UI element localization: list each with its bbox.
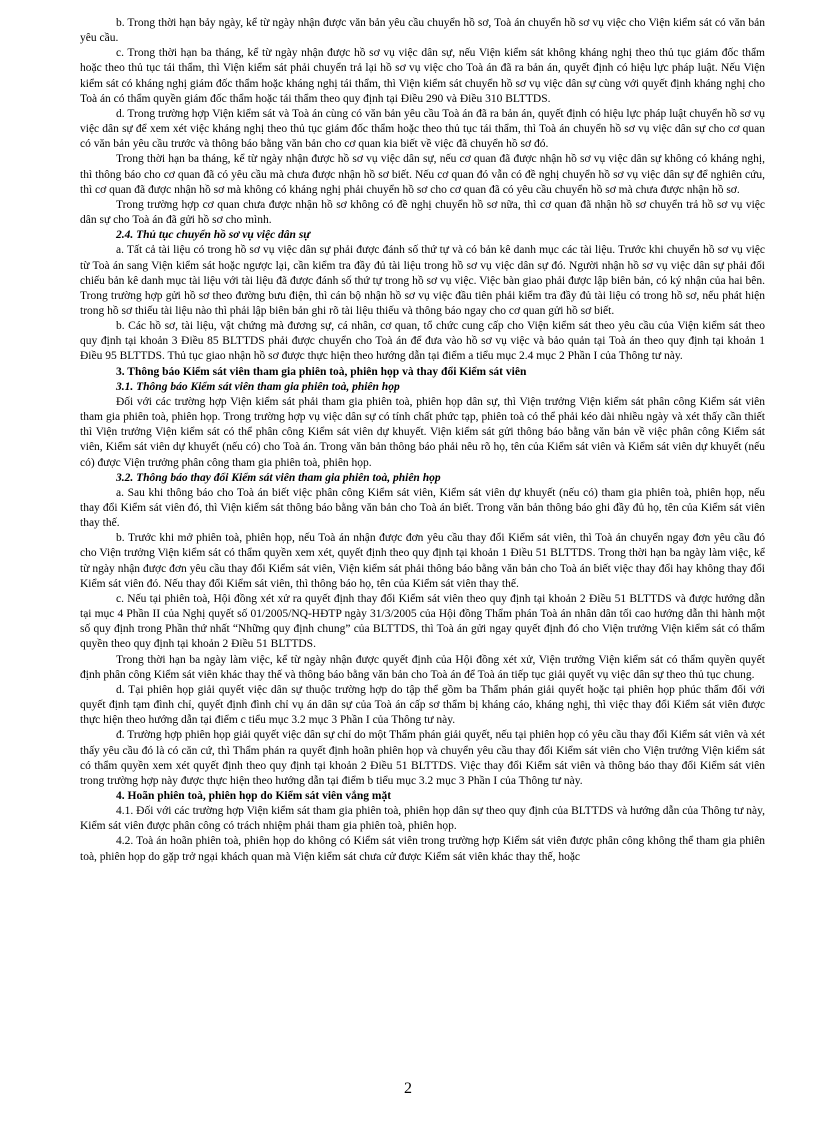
page-number: 2 — [404, 1080, 412, 1097]
paragraph: c. Trong thời hạn ba tháng, kể từ ngày nhận được hồ sơ vụ việc dân sự, nếu Viện kiểm sát không kháng nghị theo thủ tục giám đốc thẩm hoặc theo thủ tục tái thẩm, thì Viện kiểm sát phải chuyển trả lại hồ sơ vụ việc cho Toà án đã ra bản án, quyết định có hiệu lực pháp luật. Nếu Viện kiểm sát có kháng nghị giám đốc thẩm hoặc kháng nghị tái thẩm, thì Viện kiểm sát chuyển hồ sơ vụ việc dân sự cùng với quyết định kháng nghị cho Toà án có thẩm quyền giám đốc thẩm hoặc tái thẩm theo quy định tại Điều 290 và Điều 310 BLTTDS. — [80, 47, 765, 105]
subsection-heading: 3.1. Thông báo Kiểm sát viên tham gia phiên toà, phiên họp — [116, 380, 400, 393]
document-body — [80, 16, 765, 865]
paragraph: d. Tại phiên họp giải quyết việc dân sự thuộc trường hợp do tập thể gồm ba Thẩm phán giải quyết hoặc tại phiên họp phúc thẩm đối với quyết định tạm đình chỉ, quyết định đình chỉ vụ án dân sự của Toà án cấp sơ thẩm bị kháng cáo, kháng nghị, thì việc thay đổi Kiểm sát viên được thực hiện theo hướng dẫn tại điểm c tiểu mục 3.2 mục 3 Phần I của Thông tư này. — [80, 683, 765, 727]
subsection-heading: 2.4. Thủ tục chuyển hồ sơ vụ việc dân sự — [116, 229, 311, 242]
section-heading: 3. Thông báo Kiểm sát viên tham gia phiên toà, phiên họp và thay đổi Kiểm sát viên — [116, 365, 527, 378]
paragraph: a. Sau khi thông báo cho Toà án biết việc phân công Kiểm sát viên, Kiểm sát viên dự khuyết (nếu có) tham gia phiên toà, phiên họp, nếu thay đổi Kiểm sát viên đó, thì Viện kiểm sát thông báo bằng văn bản cho Toà án biết. Trong văn bản thông báo ghi đầy đủ họ, tên của Kiểm sát viên thay thế. — [80, 486, 765, 530]
paragraph: đ. Trường hợp phiên họp giải quyết việc dân sự chỉ do một Thẩm phán giải quyết, nếu tại phiên họp có yêu cầu thay đổi Kiểm sát viên và xét thấy yêu cầu đó là có căn cứ, thì Thẩm phán ra quyết định hoãn phiên họp và chuyển yêu cầu thay đổi Kiểm sát viên cho Viện trưởng Viện kiểm sát có thẩm quyền xem xét quyết định theo quy định tại khoản 2 Điều 51 BLTTDS. Việc thay đổi Kiểm sát viên và thông báo thay đổi Kiểm sát viên trong trường hợp này được thực hiện theo hướng dẫn tại điểm b tiểu mục 3.2 mục 3 Phần I của Thông tư này. — [80, 729, 765, 787]
paragraph: b. Các hồ sơ, tài liệu, vật chứng mà đương sự, cá nhân, cơ quan, tổ chức cung cấp cho Viện kiểm sát theo yêu cầu của Viện kiểm sát theo quy định tại khoản 3 Điều 85 BLTTDS phải được chuyển cho Toà án để đưa vào hồ sơ vụ việc và bảo quản tại Toà án theo quy định tại khoản 1 Điều 95 BLTTDS. Thủ tục giao nhận hồ sơ được thực hiện theo hướng dẫn tại điểm a tiểu mục 2.4 mục 2 Phần I của Thông tư này. — [80, 320, 765, 363]
paragraph: c. Nếu tại phiên toà, Hội đồng xét xử ra quyết định thay đổi Kiểm sát viên theo quy định tại khoản 2 Điều 51 BLTTDS và được hướng dẫn tại mục 4 Phần II của Nghị quyết số 01/2005/NQ-HĐTP ngày 31/3/2005 của Hội đồng Thẩm phán Toà án nhân dân tối cao hướng dẫn thi hành một số quy định trong Phần thứ nhất “Những quy định chung” của BLTTDS, thì Toà án gửi ngay quyết định đó cho Viện trưởng Viện kiểm sát có thẩm quyền theo quy định tại khoản 2 Điều 51 BLTTDS. — [80, 592, 765, 651]
paragraph: Đối với các trường hợp Viện kiểm sát phải tham gia phiên toà, phiên họp dân sự, thì Viện trưởng Viện kiểm sát phân công Kiểm sát viên tham gia phiên toà, phiên họp. Trong trường hợp vụ việc dân sự có tính chất phức tạp, phiên toà có thể phải kéo dài nhiều ngày và xét thấy cần thiết thì Viện trưởng Viện kiểm sát có thể phân công Kiểm sát viên dự khuyết. Viện kiểm sát gửi thông báo bằng văn bản về việc phân công Kiểm sát viên, Kiểm sát viên dự khuyết (nếu có) cho Toà án. Trong văn bản thông báo phải nêu rõ họ, tên của Kiểm sát viên và Kiểm sát viên dự khuyết (nếu có) được Viện trưởng phân công tham gia phiên toà, phiên họp. — [80, 395, 765, 469]
paragraph: b. Trong thời hạn bảy ngày, kể từ ngày nhận được văn bản yêu cầu chuyển hồ sơ, Toà án chuyển hồ sơ vụ việc cho Viện kiểm sát có văn bản yêu cầu. — [80, 17, 765, 45]
paragraph: 4.2. Toà án hoãn phiên toà, phiên họp do không có Kiểm sát viên trong trường hợp Kiểm sát viên được phân công không thể tham gia phiên toà, phiên họp do gặp trở ngại khách quan mà Viện kiểm sát chưa cử được Kiểm sát viên khác thay thế, hoặc — [80, 835, 765, 863]
paragraph: a. Tất cả tài liệu có trong hồ sơ vụ việc dân sự phải được đánh số thứ tự và có bản kê danh mục các tài liệu. Trước khi chuyển hồ sơ vụ việc từ Toà án sang Viện kiểm sát hoặc ngược lại, cần kiểm tra đầy đủ tài liệu trong hồ sơ vụ việc dân sự đó. Người nhận hồ sơ vụ việc dân sự phải đối chiếu bản kê danh mục tài liệu với tài liệu đã được đánh số thứ tự trong hồ sơ vụ việc. Việc bàn giao phải được lập biên bản, có ký nhận của hai bên. Trong trường hợp gửi hồ sơ theo đường bưu điện, thì cán bộ nhận hồ sơ vụ việc đầu tiên phải kiểm tra đầy đủ tài liệu có trong hồ sơ, nếu phát hiện trong hồ sơ thiếu tài liệu nào thì phải lập biên bản ghi rõ tài liệu thiếu và thông báo ngay cho cơ quan gửi hồ sơ biết. — [80, 244, 765, 317]
paragraph: b. Trước khi mở phiên toà, phiên họp, nếu Toà án nhận được đơn yêu cầu thay đổi Kiểm sát viên, thì Toà án chuyển ngay đơn yêu cầu đó cho Viện trưởng Viện kiểm sát có thẩm quyền xem xét, quyết định theo quy định tại khoản 1 Điều 51 BLTTDS. Trong thời hạn ba ngày làm việc, kể từ ngày nhận được đơn yêu cầu thay đổi Kiểm sát viên, Viện kiểm sát phải thông báo bằng văn bản cho Toà án biết việc thay đổi hay không thay đổi Kiểm sát viên đó. Nếu thay đổi Kiểm sát viên, thì thông báo họ, tên của Kiểm sát viên thay thế. — [80, 532, 765, 590]
paragraph: Trong thời hạn ba ngày làm việc, kể từ ngày nhận được quyết định của Hội đồng xét xử, Viện trưởng Viện kiểm sát có thẩm quyền quyết định phân công Kiểm sát viên khác thay thế và thông báo bằng văn bản cho Toà án để Toà án tiếp tục giải quyết vụ việc dân sự theo thủ tục chung. — [80, 653, 765, 681]
paragraph: d. Trong trường hợp Viện kiểm sát và Toà án cùng có văn bản yêu cầu Toà án đã ra bản án, quyết định có hiệu lực pháp luật chuyển hồ sơ vụ việc dân sự để xem xét việc kháng nghị theo thủ tục giám đốc thẩm hoặc theo thủ tục tái thẩm, thì Toà án chuyển hồ sơ vụ việc dân sự cho cơ quan có văn bản yêu cầu trước và thông báo bằng văn bản cho cơ quan kia biết về việc đã chuyển hồ sơ đó. — [80, 107, 765, 151]
paragraph: Trong thời hạn ba tháng, kể từ ngày nhận được hồ sơ vụ việc dân sự, nếu cơ quan đã được nhận hồ sơ vụ việc dân sự không có kháng nghị, thì thông báo cho cơ quan đã có yêu cầu mà chưa được nhận hồ sơ biết. Nếu cơ quan đó vẫn có đề nghị chuyển hồ sơ vụ việc dân sự để nghiên cứu, thì cơ quan đã được nhận hồ sơ mà không có kháng nghị phải chuyển hồ sơ cho cơ quan đã có yêu cầu chuyển hồ sơ mà chưa được nhận hồ sơ. — [80, 153, 765, 196]
subsection-heading: 3.2. Thông báo thay đổi Kiểm sát viên tham gia phiên toà, phiên họp — [116, 471, 441, 484]
paragraph: 4.1. Đối với các trường hợp Viện kiểm sát tham gia phiên toà, phiên họp dân sự theo quy định của BLTTDS và hướng dẫn của Thông tư này, Kiểm sát viên được phân công có trách nhiệm phải tham gia phiên toà, phiên họp. — [80, 805, 765, 833]
paragraph: Trong trường hợp cơ quan chưa được nhận hồ sơ không có đề nghị chuyển hồ sơ nữa, thì cơ quan đã nhận hồ sơ chuyển trả hồ sơ vụ việc dân sự cho Toà án đã gửi hồ sơ cho mình. — [80, 198, 765, 227]
section-heading: 4. Hoãn phiên toà, phiên họp do Kiểm sát viên vắng mặt — [116, 789, 392, 802]
